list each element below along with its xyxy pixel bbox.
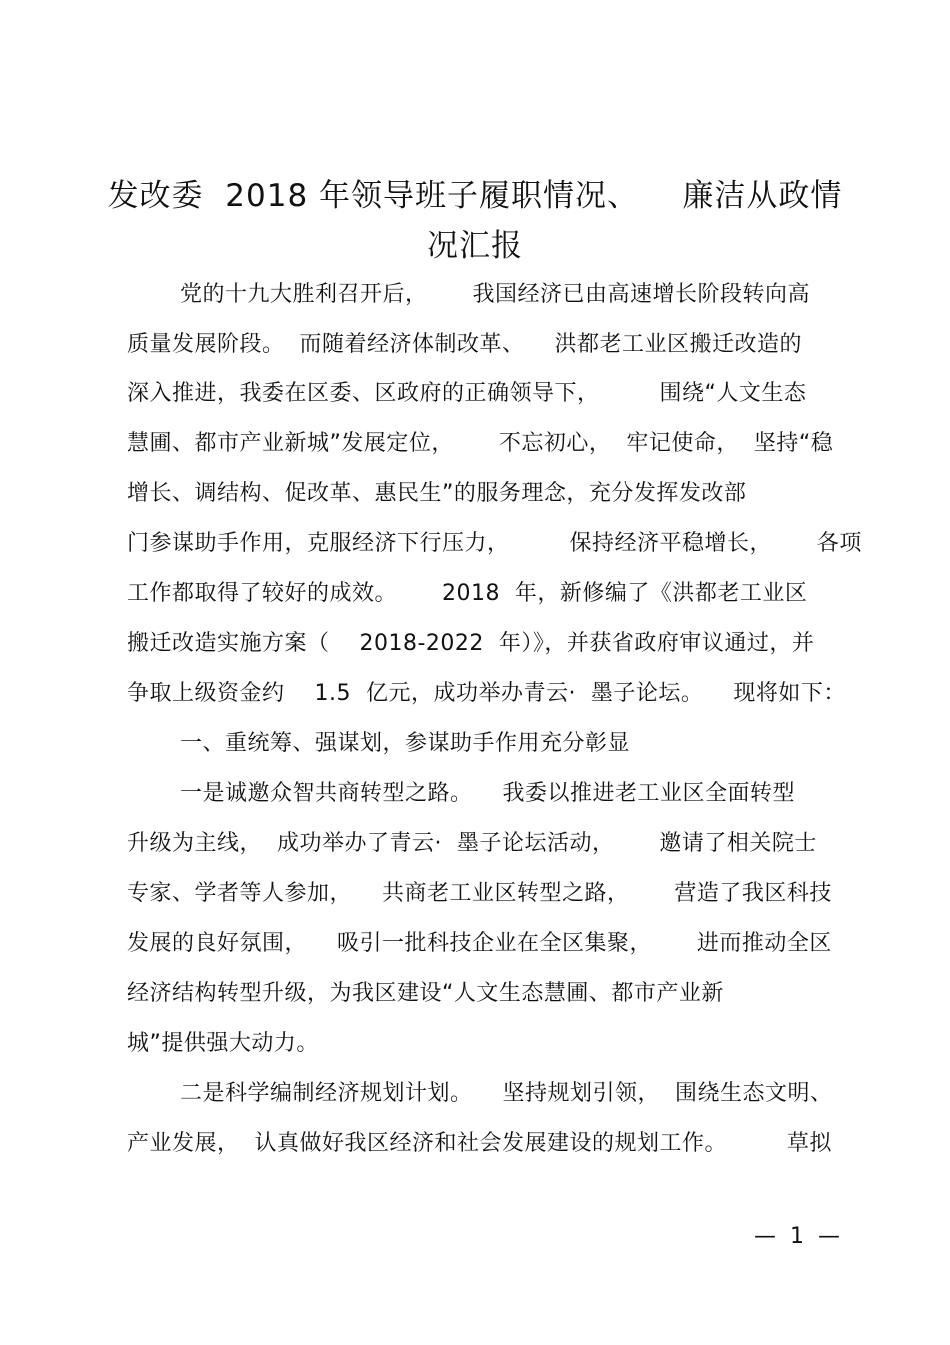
paragraph-line: 升级为主线， 成功举办了青云· 墨子论坛活动， 邀请了相关院士 — [127, 831, 817, 856]
paragraph-line: 发展的良好氛围， 吸引一批科技企业在全区集聚， 进而推动全区 — [127, 931, 832, 956]
paragraph-line: 质量发展阶段。 而随着经济体制改革、 洪都老工业区搬迁改造的 — [127, 332, 802, 357]
paragraph-line: 搬迁改造实施方案（ 2018-2022 年）》，并获省政府审议通过，并 — [127, 631, 815, 656]
paragraph-line: 一是诚邀众智共商转型之路。 我委以推进老工业区全面转型 — [180, 781, 795, 806]
paragraph-line: 门参谋助手作用，克服经济下行压力， 保持经济平稳增长， 各项 — [127, 531, 862, 556]
paragraph-line: 慧圃、都市产业新城”发展定位， 不忘初心， 牢记使命， 坚持“稳 — [127, 431, 834, 456]
document-title-line-2: 况汇报 — [427, 228, 523, 264]
paragraph-line: 专家、学者等人参加， 共商老工业区转型之路， 营造了我区科技 — [127, 881, 832, 906]
paragraph-line: 二是科学编制经济规划计划。 坚持规划引领， 围绕生态文明、 — [180, 1081, 833, 1106]
document-title-line-1: 发改委 2018 年领导班子履职情况、 廉洁从政情 — [107, 178, 843, 214]
paragraph-line: 工作都取得了较好的成效。 2018 年，新修编了《洪都老工业区 — [127, 581, 808, 606]
paragraph-line: 城”提供强大动力。 — [127, 1031, 319, 1056]
paragraph-line: 增长、调结构、促改革、惠民生”的服务理念，充分发挥发改部 — [127, 481, 747, 506]
paragraph-line: 产业发展， 认真做好我区经济和社会发展建设的规划工作。 草拟 — [127, 1131, 832, 1156]
paragraph-line: 深入推进，我委在区委、区政府的正确领导下， 围绕“人文生态 — [127, 381, 807, 406]
paragraph-line: 经济结构转型升级，为我区建设“人文生态慧圃、都市产业新 — [127, 981, 724, 1006]
paragraph-line: 党的十九大胜利召开后， 我国经济已由高速增长阶段转向高 — [180, 282, 810, 307]
paragraph-line: 争取上级资金约 1.5 亿元，成功举办青云· 墨子论坛。 现将如下： — [127, 681, 846, 706]
page-number: — 1 — — [754, 1224, 840, 1249]
section-heading: 一、重统筹、强谋划，参谋助手作用充分彰显 — [180, 731, 631, 756]
